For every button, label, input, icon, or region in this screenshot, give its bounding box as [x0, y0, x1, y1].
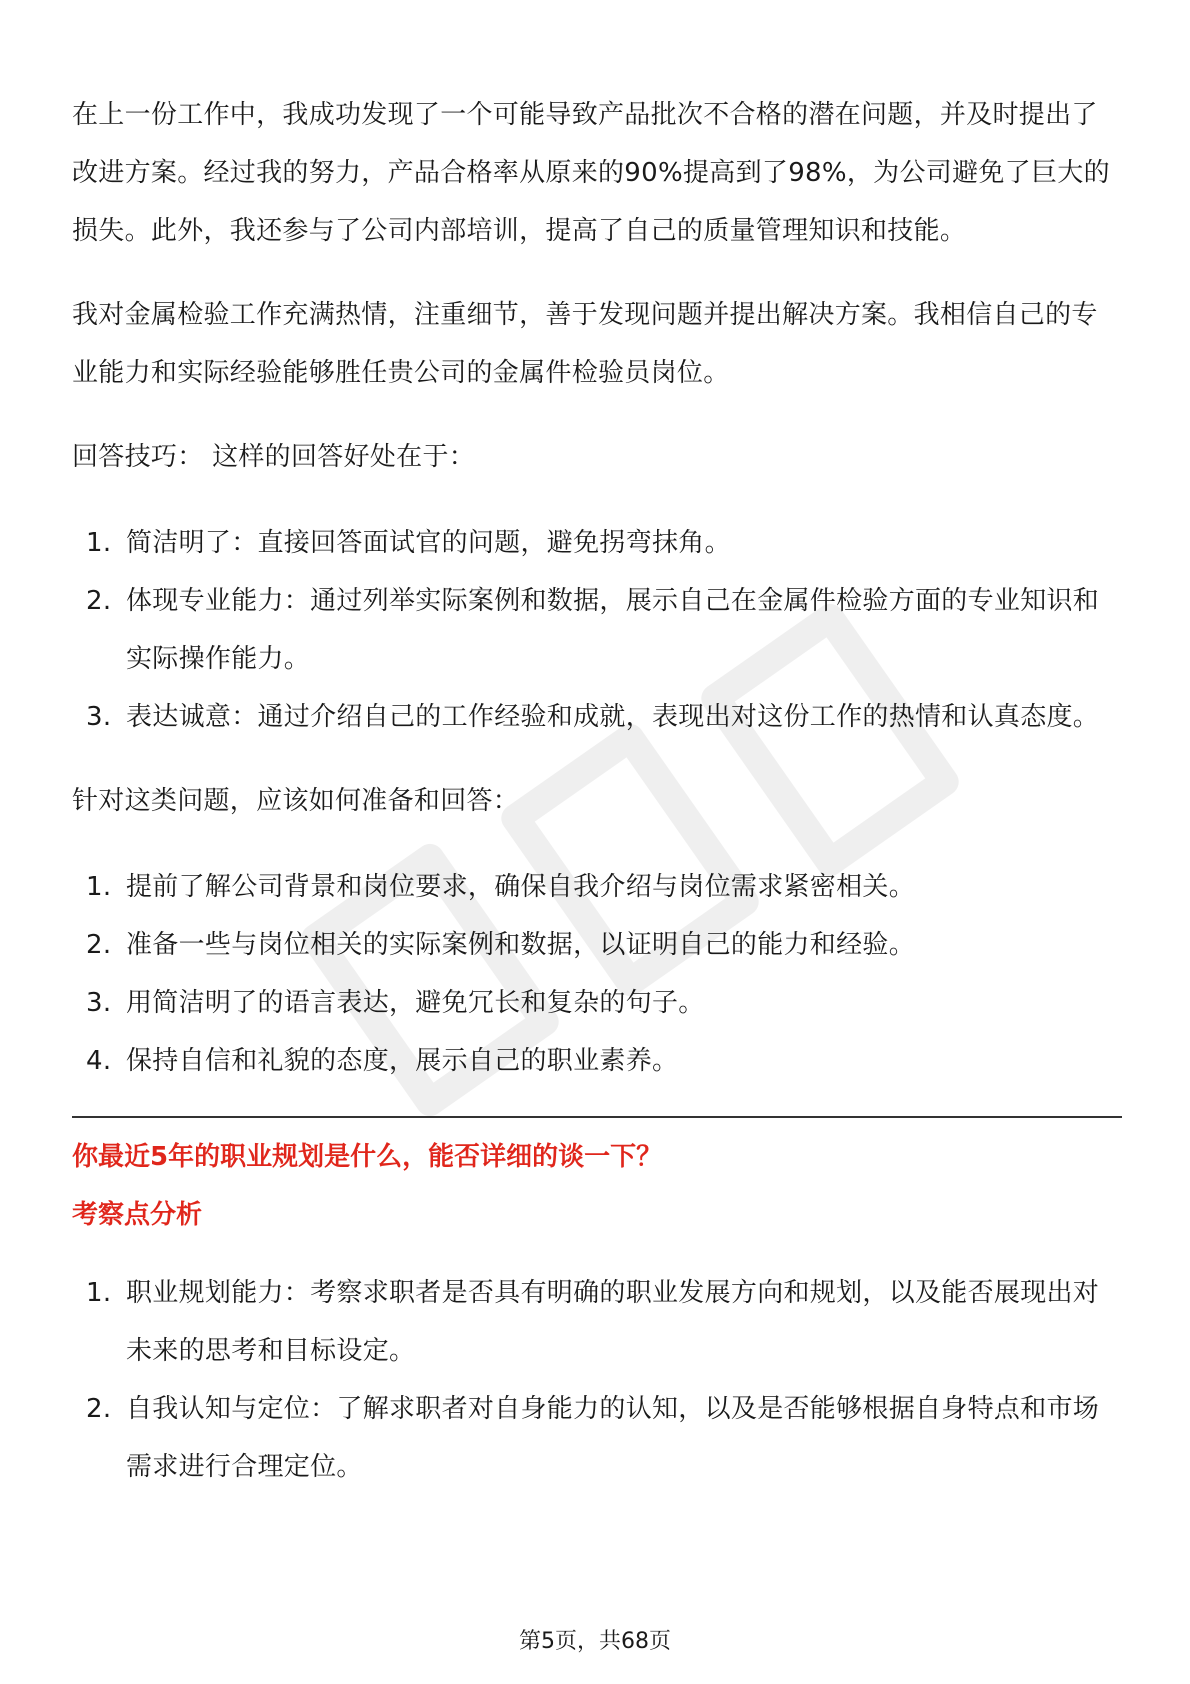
paragraph-motivation: 我对金属检验工作充满热情，注重细节，善于发现问题并提出解决方案。我相信自己的专业能力和实际经验能够胜任贵公司的金属件检验员岗位。	[72, 300, 1098, 388]
list-text: 自我认知与定位：了解求职者对自身能力的认知，以及是否能够根据自身特点和市场需求进行合理定位。	[126, 1394, 1100, 1482]
analysis-points-list	[72, 1264, 1122, 1496]
tips-list	[72, 514, 1122, 746]
paragraph-prep-intro: 针对这类问题，应该如何准备和回答：	[72, 786, 520, 816]
list-number: 2.	[86, 930, 112, 960]
analysis-heading: 考察点分析	[72, 1200, 203, 1230]
list-item	[72, 1380, 1122, 1496]
list-number: 1.	[86, 1278, 112, 1308]
document-body	[72, 86, 1122, 1522]
list-item	[72, 1032, 1122, 1090]
list-item	[72, 572, 1122, 688]
paragraph-tips-intro: 回答技巧： 这样的回答好处在于：	[72, 442, 476, 472]
list-number: 1.	[86, 528, 112, 558]
list-text: 职业规划能力：考察求职者是否具有明确的职业发展方向和规划，以及能否展现出对未来的思考和目标设定。	[126, 1278, 1100, 1366]
list-item	[72, 858, 1122, 916]
list-text: 准备一些与岗位相关的实际案例和数据，以证明自己的能力和经验。	[126, 930, 916, 960]
list-text: 表达诚意：通过介绍自己的工作经验和成就，表现出对这份工作的热情和认真态度。	[126, 702, 1100, 732]
list-item	[72, 688, 1122, 746]
list-item	[72, 974, 1122, 1032]
section-divider	[72, 1116, 1122, 1118]
list-item	[72, 514, 1122, 572]
list-item	[72, 1264, 1122, 1380]
list-item	[72, 916, 1122, 974]
list-number: 2.	[86, 1394, 112, 1424]
list-number: 1.	[86, 872, 112, 902]
list-number: 2.	[86, 586, 112, 616]
page-footer: 第5页，共68页	[519, 1629, 671, 1654]
list-text: 简洁明了：直接回答面试官的问题，避免拐弯抹角。	[126, 528, 731, 558]
prep-list	[72, 858, 1122, 1090]
paragraph-achievement: 在上一份工作中，我成功发现了一个可能导致产品批次不合格的潜在问题，并及时提出了改进方案。经过我的努力，产品合格率从原来的90%提高到了98%，为公司避免了巨大的损失。此外，我还参与了公司内部培训，提高了自己的质量管理知识和技能。	[72, 100, 1110, 246]
list-text: 保持自信和礼貌的态度，展示自己的职业素养。	[126, 1046, 679, 1076]
question-title: 你最近5年的职业规划是什么，能否详细的谈一下？	[72, 1142, 663, 1172]
list-text: 体现专业能力：通过列举实际案例和数据，展示自己在金属件检验方面的专业知识和实际操作能力。	[126, 586, 1100, 674]
list-text: 用简洁明了的语言表达，避免冗长和复杂的句子。	[126, 988, 705, 1018]
list-number: 3.	[86, 988, 112, 1018]
list-number: 4.	[86, 1046, 112, 1076]
list-text: 提前了解公司背景和岗位要求，确保自我介绍与岗位需求紧密相关。	[126, 872, 916, 902]
list-number: 3.	[86, 702, 112, 732]
